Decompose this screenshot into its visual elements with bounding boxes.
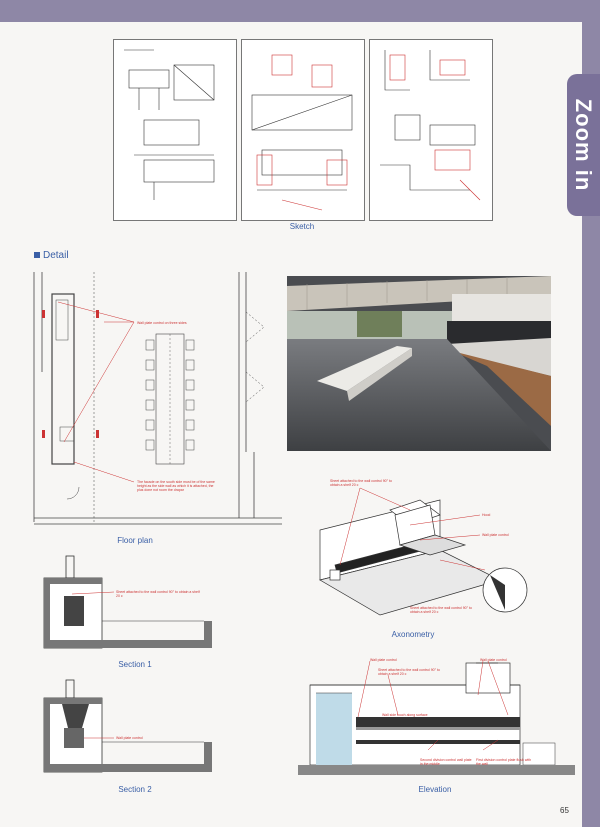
floor-plan-caption: Floor plan [117,536,153,545]
elevation-note-2: Sheet attached to the wall control 90° to obtain a shelf 20 c [378,668,440,676]
sketch-drawing-1 [114,40,236,220]
axonometry-note-4: Sheet attached to the wall control 90° to obtain a shelf 20 c [410,606,472,614]
section-1-note: Sheet attached to the wall control 90° to obtain a shelf 20 c [116,590,200,598]
elevation-note-6: First division control plate flush with the wall [476,758,532,766]
terrace-kitchen-photo [287,276,551,451]
elevation-note-1: Wall plate control [370,658,397,662]
section-tab [567,74,600,216]
elevation-note-3: Wall plate control [480,658,507,662]
axonometry-drawing [300,470,532,620]
elevation-note-4: Wall side touch along surface [382,713,428,717]
floor-plan-note-1: Wall plate control on three sides [137,321,187,325]
top-color-band [0,0,600,22]
sketch-sheet-3 [369,39,493,221]
section-1-caption: Section 1 [118,660,152,669]
sketch-sheet-1 [113,39,237,221]
detail-heading-text: Detail [43,250,69,261]
page-number: 65 [560,806,569,815]
sketch-caption: Sketch [289,222,315,231]
floor-plan-note-2: The facade on the south side must be of the same height as the side wall as which it is attached, the plus done not room the drapar [137,480,215,492]
heading-square-icon [34,252,40,258]
axonometry-caption: Axonometry [391,630,435,639]
axonometry-note-2: Hood [482,513,491,517]
section-1-drawing [44,556,212,648]
sketch-sheet-2 [241,39,365,221]
section-2-caption: Section 2 [118,785,152,794]
axonometry-note-3: Wall plate control [482,533,509,537]
elevation-note-5: Second division control wall plate in the middle [420,758,472,766]
sketch-drawing-3 [370,40,492,220]
detail-heading [34,250,69,261]
elevation-caption: Elevation [418,785,452,794]
section-2-note: Wall plate control [116,736,143,740]
section-2-drawing [44,680,212,772]
section-tab-label: Zoom in [571,98,596,192]
axonometry-note-1: Sheet attached to the wall control 90° to obtain a shelf 20 c [330,479,392,487]
sketch-drawing-2 [242,40,364,220]
